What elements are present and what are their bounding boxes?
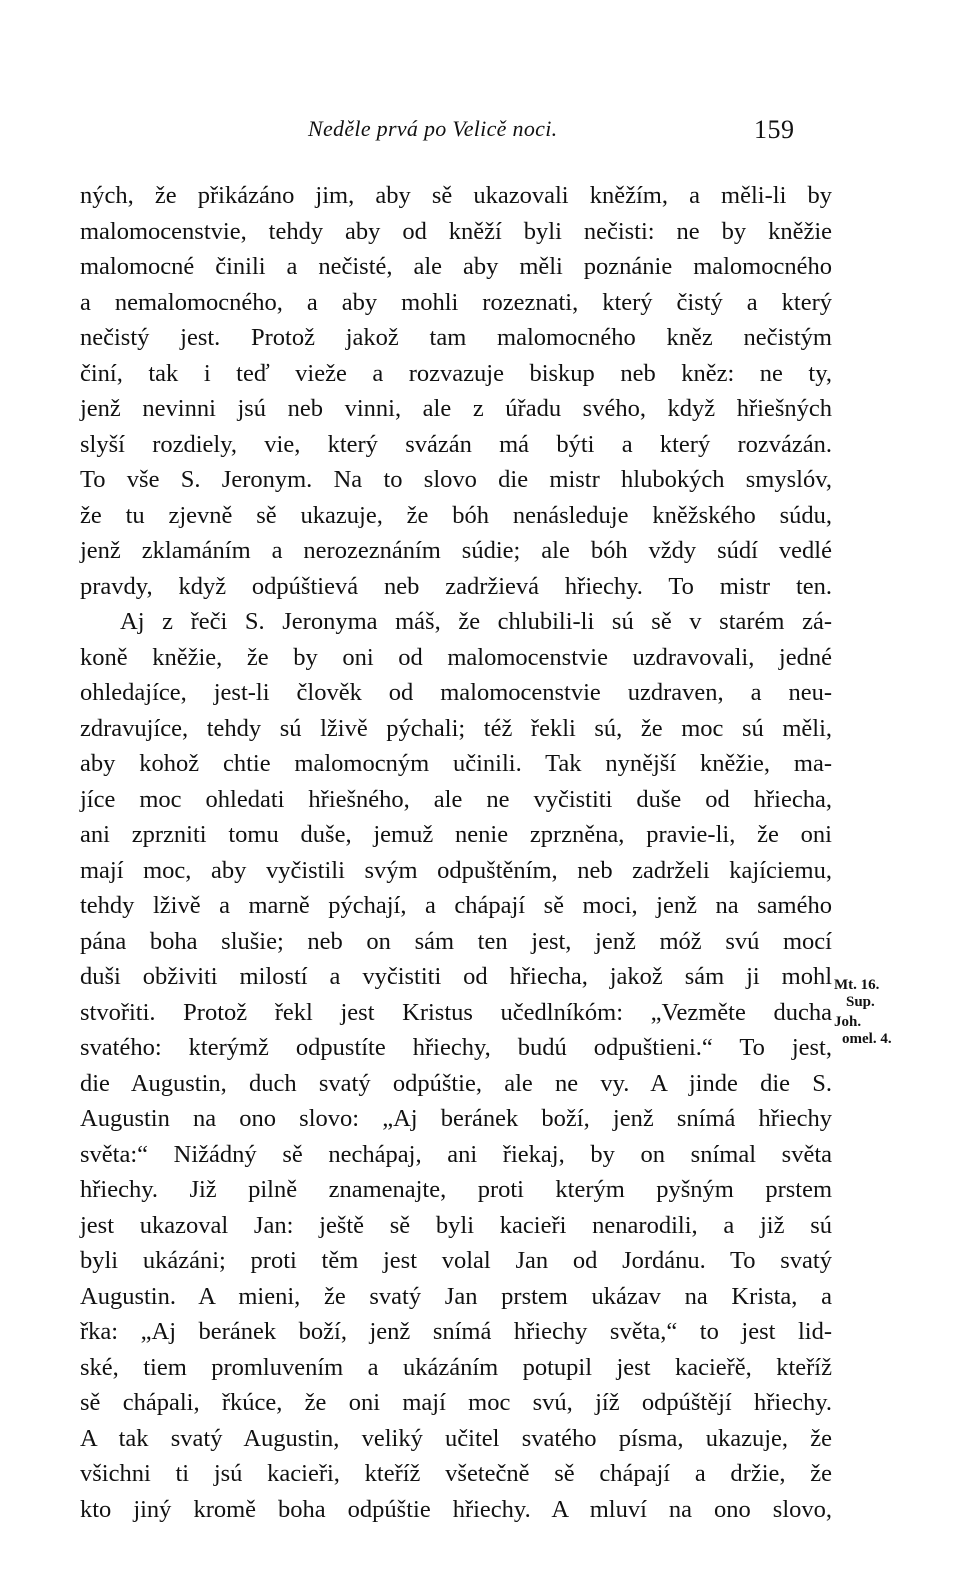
text-line: zdravujíce, tehdy sú lživě pýchali; též řekli sú, že moc sú měli, [80,714,832,742]
text-line: a nemalomocného, a aby mohli rozeznati, který čistý a který [80,288,832,316]
body-text [80,178,832,1527]
running-head-title: Neděle prvá po Velicě noci. [308,116,558,141]
text-line: řka: „Aj beránek boží, jenž snímá hřiechy světa,“ to jest lid- [80,1318,832,1345]
text-line: jíce moc ohledati hřiešného, ale ne vyčistiti duše od hřiecha, [80,785,832,813]
text-line: byli ukázáni; proti těm jest volal Jan od Jordánu. To svatý [80,1247,832,1274]
text-line: mají moc, aby vyčistili svým odpuštěním, neb zadrželi kajíciemu, [80,856,832,884]
text-line: jenž zklamáním a nerozeznáním súdie; ale bóh vždy súdí vedlé [80,537,832,564]
text-line: koně kněžie, že by oni od malomocenstvie uzdravovali, jedné [80,643,832,671]
text-line: ných, že přikázáno jim, aby sě ukazovali kněžím, a měli-li by [80,182,832,209]
text-line: pravdy, když odpúštievá neb zadržievá hřiechy. To mistr ten. [80,572,832,600]
text-line: hřiechy. Již pilně znamenajte, proti kterým pyšným prstem [80,1176,832,1203]
text-line: nečistý jest. Protož jakož tam malomocného kněz nečistým [80,324,832,351]
text-line: A tak svatý Augustin, veliký učitel svatého písma, ukazuje, že [80,1424,832,1452]
text-line: činí, tak i teď vieže a rozvazuje biskup neb kněz: ne ty, [80,359,832,387]
margin-note-omel: omel. 4. [842,1031,892,1047]
text-line: že tu zjevně sě ukazuje, že bóh nenásleduje kněžského súdu, [80,501,832,529]
text-line: ohledajíce, jest-li člověk od malomocenstvie uzdraven, a neu- [80,679,832,706]
text-line: malomocné činili a nečisté, ale aby měli poznánie malomocného [80,253,832,280]
text-line: duši obživiti milostí a vyčistiti od hřiecha, jakož sám ji mohl [80,963,832,990]
text-line: aby kohož chtie malomocným učinili. Tak nynější kněžie, ma- [80,750,832,777]
text-line: tehdy lživě a marně pýchají, a chápají sě moci, jenž na samého [80,892,832,919]
text-line: To vše S. Jeronym. Na to slovo die mistr hlubokých smyslóv, [80,466,832,493]
margin-note-mt: Mt. 16. [834,977,880,993]
margin-note-sup: Sup. [846,994,875,1010]
text-line: slyší rozdiely, vie, který svázán má býti a který rozvázán. [80,430,832,458]
text-line: kto jiný kromě boha odpúštie hřiechy. A mluví na ono slovo, [80,1495,832,1523]
text-line: ské, tiem promluvením a ukázáním potupil jest kacieřě, kteříž [80,1353,832,1381]
text-line: sě chápali, řkúce, že oni mají moc svú, jíž odpúštějí hřiechy. [80,1389,832,1416]
text-line: Augustin na ono slovo: „Aj beránek boží, jenž snímá hřiechy [80,1105,832,1132]
text-line: ani zprzniti tomu duše, jemuž nenie zprzněna, pravie-li, že oni [80,821,832,848]
text-line: Augustin. A mieni, že svatý Jan prstem ukázav na Krista, a [80,1282,832,1310]
text-line: jest ukazoval Jan: ještě sě byli kacieři nenarodili, a již sú [80,1211,832,1239]
text-line: pána boha slušie; neb on sám ten jest, jenž móž svú mocí [80,927,832,955]
margin-note-joh: Joh. [834,1014,862,1030]
text-line: jenž nevinni jsú neb vinni, ale z úřadu svého, když hřiešných [80,395,832,422]
text-line: stvořiti. Protož řekl jest Kristus učedlníkóm: „Vezměte ducha [80,998,832,1026]
text-line: malomocenstvie, tehdy aby od kněží byli nečisti: ne by kněžie [80,217,832,245]
text-line: světa:“ Nižádný sě nechápaj, ani řiekaj, by on snímal světa [80,1140,832,1168]
text-line: die Augustin, duch svatý odpúštie, ale ne vy. A jinde die S. [80,1069,832,1097]
page-number: 159 [754,115,795,144]
text-line: svatého: kterýmž odpustíte hřiechy, budú odpuštieni.“ To jest, [80,1034,832,1061]
text-line: všichni ti jsú kacieři, kteříž všetečně sě chápají a držie, že [80,1460,832,1487]
text-line: Aj z řeči S. Jeronyma máš, že chlubili-li sú sě v starém zá- [120,608,832,635]
